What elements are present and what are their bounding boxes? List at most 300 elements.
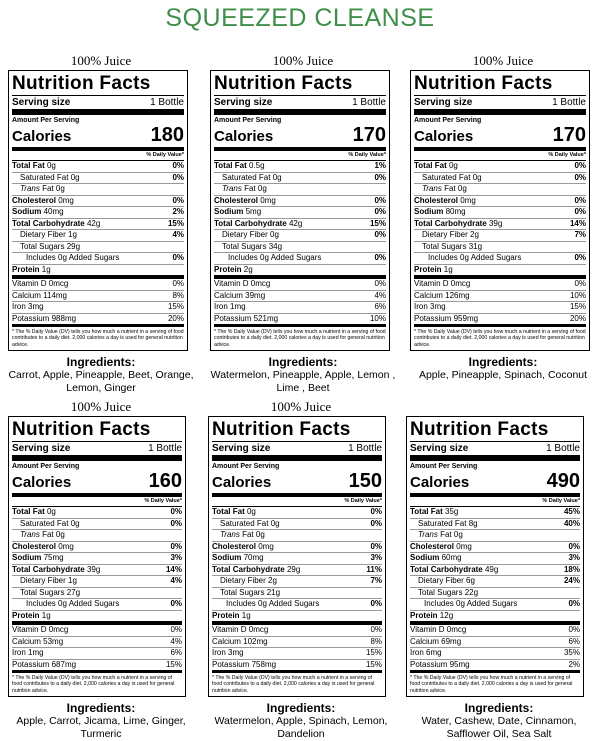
total-sugars-value: 22g — [464, 587, 479, 597]
daily-value-footnote: * The % Daily Value (DV) tells you how much a nutrient in a serving of food contributes to a daily diet. 2,000 calories a day is used for general nutrition advice. — [212, 675, 375, 694]
dietary-fiber-label: Dietary Fiber — [418, 576, 464, 585]
sodium-row — [214, 207, 386, 219]
total-carbohydrate-value: 39g — [86, 564, 101, 574]
calcium-value: 126mg — [445, 290, 470, 300]
potassium-dv: 10% — [369, 313, 386, 323]
added-sugars-dv: 0% — [568, 599, 580, 608]
calcium-label: Calcium — [12, 636, 41, 646]
total-sugars-row — [414, 242, 586, 254]
calories-value: 170 — [352, 124, 386, 146]
sodium-label: Sodium — [12, 553, 42, 562]
potassium-value: 687mg — [51, 659, 77, 669]
daily-value-header: % Daily Value* — [12, 497, 182, 507]
vitamin-d-label: Vitamin D — [414, 279, 449, 288]
sodium-value: 80mg — [445, 207, 466, 216]
sodium-dv: 2% — [172, 207, 184, 216]
potassium-label: Potassium — [410, 659, 448, 669]
sodium-value: 60mg — [441, 553, 462, 562]
protein-row — [12, 265, 184, 280]
total-fat-label: Total Fat — [12, 507, 45, 516]
added-sugars-label: Added Sugars — [268, 599, 320, 608]
potassium-label: Potassium — [12, 659, 50, 669]
serving-size-value: 1 Bottle — [552, 97, 586, 108]
sodium-row — [212, 553, 382, 565]
trans-fat-row — [410, 530, 580, 542]
total-carbohydrate-label: Total Carbohydrate — [12, 218, 85, 228]
cholesterol-row — [12, 542, 182, 554]
total-carbohydrate-dv: 18% — [563, 564, 580, 574]
potassium-value: 988mg — [51, 313, 77, 323]
protein-label: Protein — [12, 610, 40, 620]
calories-value: 180 — [150, 124, 184, 146]
added-sugars-row — [212, 599, 382, 611]
iron-row — [12, 648, 182, 660]
total-carbohydrate-dv: 14% — [569, 218, 586, 228]
nutrition-facts-panel — [8, 416, 186, 697]
added-sugars-value: 0g — [460, 253, 469, 262]
saturated-fat-value: 0g — [270, 518, 280, 528]
saturated-fat-row — [12, 519, 182, 531]
trans-fat-label: Fat — [244, 184, 256, 193]
total-fat-value: 0g — [246, 507, 256, 516]
dietary-fiber-value: 1g — [68, 576, 77, 585]
saturated-fat-dv: 0% — [370, 518, 382, 528]
protein-row — [414, 265, 586, 280]
protein-value: 1g — [41, 264, 51, 274]
total-fat-dv: 0% — [370, 507, 382, 516]
total-carbohydrate-label: Total Carbohydrate — [12, 564, 85, 574]
calories-row — [12, 471, 182, 497]
nutrition-card — [8, 399, 194, 741]
protein-row — [410, 611, 580, 626]
total-carbohydrate-value: 42g — [86, 218, 101, 228]
nutrition-facts-panel — [406, 416, 584, 697]
total-sugars-label: Total Sugars — [418, 587, 463, 597]
iron-dv: 35% — [563, 648, 580, 657]
nutrition-facts-title: Nutrition Facts — [410, 419, 580, 442]
saturated-fat-label: Saturated Fat — [20, 172, 69, 182]
potassium-dv: 2% — [568, 659, 580, 669]
daily-value-footnote: * The % Daily Value (DV) tells you how much a nutrient in a serving of food contributes to a daily diet. 2,000 calories a day is used for general nutrition advice. — [12, 675, 175, 694]
total-fat-row — [12, 161, 184, 173]
total-sugars-label: Total Sugars — [222, 241, 267, 251]
trans-fat-row — [414, 184, 586, 196]
cholesterol-label: Cholesterol — [410, 541, 455, 551]
total-carbohydrate-label: Total Carbohydrate — [214, 218, 287, 228]
serving-size-value: 1 Bottle — [546, 443, 580, 454]
serving-size-value: 1 Bottle — [348, 443, 382, 454]
potassium-row — [414, 314, 586, 328]
iron-row — [410, 648, 580, 660]
protein-row — [12, 611, 182, 626]
nutrition-card — [210, 53, 396, 395]
iron-label: Iron — [410, 648, 424, 657]
serving-size-value: 1 Bottle — [352, 97, 386, 108]
cholesterol-value: 0mg — [460, 195, 476, 205]
total-carbohydrate-row — [414, 219, 586, 231]
protein-label: Protein — [214, 264, 242, 274]
dietary-fiber-row — [12, 576, 182, 588]
dietary-fiber-dv: 0% — [374, 230, 386, 239]
iron-row — [214, 302, 386, 314]
cholesterol-dv: 0% — [170, 541, 182, 551]
saturated-fat-dv: 0% — [170, 518, 182, 528]
added-sugars-dv: 0% — [374, 253, 386, 262]
vitamin-d-row — [414, 279, 586, 291]
iron-dv: 6% — [170, 648, 182, 657]
potassium-label: Potassium — [214, 313, 252, 323]
sodium-dv: 3% — [370, 553, 382, 562]
trans-label: Trans — [20, 530, 40, 539]
total-carbohydrate-row — [410, 565, 580, 577]
calories-row — [410, 471, 580, 497]
vitamin-d-dv: 0% — [374, 279, 386, 288]
nutrition-facts-panel — [410, 70, 590, 351]
calories-value: 150 — [348, 470, 382, 492]
saturated-fat-dv: 0% — [172, 172, 184, 182]
dietary-fiber-dv: 4% — [170, 576, 182, 585]
trans-fat-row — [12, 184, 184, 196]
vitamin-d-value: 0mcg — [48, 279, 69, 288]
ingredients-heading: Ingredients: — [66, 700, 136, 715]
calcium-label: Calcium — [12, 290, 41, 300]
iron-value: 1mg — [230, 302, 246, 311]
potassium-label: Potassium — [212, 659, 250, 669]
nutrition-facts-title: Nutrition Facts — [12, 73, 184, 96]
nutrition-card — [410, 53, 596, 382]
calories-label: Calories — [414, 128, 474, 145]
saturated-fat-label: Saturated Fat — [20, 518, 69, 528]
sodium-value: 5mg — [245, 207, 262, 216]
potassium-value: 758mg — [251, 659, 277, 669]
added-sugars-value: 0g — [260, 253, 269, 262]
cholesterol-dv: 0% — [374, 195, 386, 205]
saturated-fat-value: 0g — [272, 172, 282, 182]
calcium-value: 114mg — [43, 290, 68, 300]
potassium-row — [12, 314, 184, 328]
added-sugars-row — [12, 253, 184, 265]
trans-label: Trans — [222, 184, 242, 193]
dietary-fiber-value: 0g — [270, 230, 279, 239]
total-sugars-label: Total Sugars — [422, 241, 467, 251]
saturated-fat-label: Saturated Fat — [422, 172, 471, 182]
cholesterol-value: 0mg — [58, 195, 74, 205]
total-sugars-row — [212, 588, 382, 600]
added-sugars-label: Added Sugars — [470, 253, 522, 262]
ingredients-text: Watermelon, Apple, Spinach, Lemon, Dandelion — [214, 714, 388, 740]
vitamin-d-dv: 0% — [574, 279, 586, 288]
sodium-row — [410, 553, 580, 565]
total-fat-value: 0g — [46, 161, 56, 170]
total-carbohydrate-row — [12, 219, 184, 231]
total-fat-value: 0.5g — [248, 161, 265, 170]
vitamin-d-row — [12, 279, 184, 291]
cholesterol-dv: 0% — [568, 541, 580, 551]
dietary-fiber-dv: 4% — [172, 230, 184, 239]
total-sugars-value: 27g — [66, 587, 81, 597]
daily-value-footnote: * The % Daily Value (DV) tells you how much a nutrient in a serving of food contributes to a daily diet. 2,000 calories a day is used for general nutrition advice. — [410, 675, 573, 694]
added-sugars-value: 0g — [456, 599, 465, 608]
added-sugars-row — [214, 253, 386, 265]
total-carbohydrate-value: 49g — [484, 564, 499, 574]
calcium-dv: 10% — [569, 290, 586, 300]
iron-value: 3mg — [28, 302, 44, 311]
daily-value-header: % Daily Value* — [12, 151, 184, 161]
total-fat-label: Total Fat — [414, 161, 447, 170]
ingredients-text: Watermelon, Pineapple, Apple, Lemon , Lime , Beet — [210, 368, 396, 394]
added-sugars-includes: Includes — [226, 599, 256, 608]
added-sugars-value: 0g — [58, 599, 67, 608]
serving-size-row — [12, 96, 184, 115]
sodium-value: 40mg — [43, 207, 64, 216]
dietary-fiber-label: Dietary Fiber — [220, 576, 266, 585]
saturated-fat-label: Saturated Fat — [220, 518, 269, 528]
calories-label: Calories — [212, 474, 272, 491]
potassium-row — [214, 314, 386, 328]
potassium-dv: 20% — [569, 313, 586, 323]
nutrition-facts-title: Nutrition Facts — [12, 419, 182, 442]
sodium-label: Sodium — [212, 553, 242, 562]
calcium-value: 53mg — [43, 636, 64, 646]
dietary-fiber-value: 2g — [268, 576, 277, 585]
total-sugars-row — [214, 242, 386, 254]
protein-label: Protein — [12, 264, 40, 274]
iron-dv: 6% — [374, 302, 386, 311]
amount-per-serving: Amount Per Serving — [414, 117, 482, 124]
cholesterol-row — [410, 542, 580, 554]
serving-size-label: Serving size — [212, 443, 271, 454]
calories-row — [212, 471, 382, 497]
total-sugars-label: Total Sugars — [20, 241, 65, 251]
calcium-dv: 4% — [170, 636, 182, 646]
juice-label: 100% Juice — [270, 399, 332, 414]
saturated-fat-row — [12, 173, 184, 185]
protein-label: Protein — [410, 610, 438, 620]
serving-size-row — [212, 442, 382, 461]
vitamin-d-label: Vitamin D — [214, 279, 249, 288]
calories-label: Calories — [410, 474, 470, 491]
potassium-dv: 15% — [165, 659, 182, 669]
calories-label: Calories — [12, 128, 72, 145]
saturated-fat-label: Saturated Fat — [222, 172, 271, 182]
dietary-fiber-row — [414, 230, 586, 242]
trans-fat-value: 0g — [457, 184, 467, 193]
trans-label: Trans — [418, 530, 438, 539]
total-fat-label: Total Fat — [410, 507, 443, 516]
iron-value: 3mg — [430, 302, 446, 311]
potassium-dv: 20% — [167, 313, 184, 323]
juice-label: 100% Juice — [70, 399, 132, 414]
daily-value-footnote: * The % Daily Value (DV) tells you how much a nutrient in a serving of food contributes to a daily diet. 2,000 calories a day is used for general nutrition advice. — [414, 329, 586, 348]
calories-value: 490 — [546, 470, 580, 492]
added-sugars-includes: Includes — [26, 599, 56, 608]
daily-value-header: % Daily Value* — [414, 151, 586, 161]
added-sugars-label: Added Sugars — [466, 599, 518, 608]
iron-row — [212, 648, 382, 660]
total-fat-value: 0g — [46, 507, 56, 516]
vitamin-d-dv: 0% — [568, 625, 580, 634]
ingredients-heading: Ingredients: — [468, 354, 538, 369]
juice-label: 100% Juice — [272, 53, 334, 68]
saturated-fat-value: 0g — [472, 172, 482, 182]
calories-row — [414, 125, 586, 151]
dietary-fiber-label: Dietary Fiber — [222, 230, 268, 239]
calcium-row — [410, 637, 580, 649]
calcium-dv: 6% — [568, 636, 580, 646]
cholesterol-dv: 0% — [574, 195, 586, 205]
iron-label: Iron — [12, 302, 26, 311]
calories-row — [214, 125, 386, 151]
dietary-fiber-dv: 7% — [370, 576, 382, 585]
nutrition-facts-title: Nutrition Facts — [214, 73, 386, 96]
calcium-label: Calcium — [212, 636, 241, 646]
calcium-dv: 4% — [374, 290, 386, 300]
cholesterol-row — [214, 196, 386, 208]
total-sugars-value: 34g — [268, 241, 283, 251]
cholesterol-label: Cholesterol — [12, 541, 57, 551]
potassium-label: Potassium — [12, 313, 50, 323]
saturated-fat-row — [212, 519, 382, 531]
calcium-row — [12, 291, 184, 303]
sodium-row — [414, 207, 586, 219]
ingredients-text: Water, Cashew, Date, Cinnamon, Safflower Oil, Sea Salt — [421, 714, 577, 740]
trans-label: Trans — [20, 184, 40, 193]
vitamin-d-value: 0mcg — [248, 625, 269, 634]
added-sugars-label: Added Sugars — [68, 599, 120, 608]
total-fat-dv: 45% — [563, 507, 580, 516]
dietary-fiber-value: 6g — [466, 576, 475, 585]
total-carbohydrate-dv: 14% — [165, 564, 182, 574]
total-carbohydrate-label: Total Carbohydrate — [414, 218, 487, 228]
total-sugars-label: Total Sugars — [220, 587, 265, 597]
juice-label — [406, 399, 592, 414]
iron-row — [12, 302, 184, 314]
added-sugars-value: 0g — [58, 253, 67, 262]
trans-fat-label: Fat — [42, 184, 54, 193]
total-fat-label: Total Fat — [212, 507, 245, 516]
saturated-fat-value: 0g — [70, 518, 80, 528]
cholesterol-value: 0mg — [258, 541, 274, 551]
sodium-dv: 0% — [574, 207, 586, 216]
cholesterol-value: 0mg — [58, 541, 74, 551]
added-sugars-includes: Includes — [424, 599, 454, 608]
dietary-fiber-row — [212, 576, 382, 588]
total-carbohydrate-value: 39g — [488, 218, 503, 228]
total-carbohydrate-value: 42g — [288, 218, 303, 228]
calcium-value: 39mg — [245, 290, 266, 300]
trans-fat-value: 0g — [257, 184, 267, 193]
vitamin-d-label: Vitamin D — [212, 625, 247, 634]
total-carbohydrate-dv: 15% — [369, 218, 386, 228]
total-sugars-value: 29g — [66, 241, 81, 251]
trans-fat-value: 0g — [255, 530, 265, 539]
serving-size-label: Serving size — [12, 97, 71, 108]
nutrition-card — [406, 399, 592, 741]
vitamin-d-row — [212, 625, 382, 637]
serving-size-value: 1 Bottle — [150, 97, 184, 108]
protein-value: 2g — [243, 264, 253, 274]
total-carbohydrate-value: 29g — [286, 564, 301, 574]
potassium-row — [12, 660, 182, 674]
added-sugars-dv: 0% — [370, 599, 382, 608]
cholesterol-label: Cholesterol — [12, 195, 57, 205]
dietary-fiber-label: Dietary Fiber — [20, 576, 66, 585]
amount-per-serving: Amount Per Serving — [214, 117, 282, 124]
calcium-value: 102mg — [243, 636, 268, 646]
potassium-dv: 15% — [365, 659, 382, 669]
total-carbohydrate-label: Total Carbohydrate — [410, 564, 483, 574]
sodium-value: 75mg — [43, 553, 64, 562]
sodium-label: Sodium — [12, 207, 42, 216]
total-carbohydrate-dv: 15% — [167, 218, 184, 228]
iron-dv: 15% — [365, 648, 382, 657]
ingredients-heading: Ingredients: — [66, 354, 136, 369]
total-fat-label: Total Fat — [214, 161, 247, 170]
total-fat-row — [214, 161, 386, 173]
calories-value: 170 — [552, 124, 586, 146]
vitamin-d-dv: 0% — [170, 625, 182, 634]
total-sugars-row — [12, 588, 182, 600]
protein-value: 1g — [443, 264, 453, 274]
sodium-label: Sodium — [214, 207, 244, 216]
cholesterol-row — [212, 542, 382, 554]
potassium-value: 521mg — [253, 313, 279, 323]
cholesterol-row — [414, 196, 586, 208]
calcium-label: Calcium — [410, 636, 439, 646]
sodium-dv: 3% — [568, 553, 580, 562]
iron-label: Iron — [12, 648, 26, 657]
total-carbohydrate-row — [212, 565, 382, 577]
total-carbohydrate-row — [214, 219, 386, 231]
total-fat-row — [212, 507, 382, 519]
iron-dv: 15% — [167, 302, 184, 311]
total-carbohydrate-dv: 11% — [366, 564, 382, 574]
saturated-fat-dv: 0% — [374, 172, 386, 182]
dietary-fiber-value: 2g — [470, 230, 479, 239]
nutrition-facts-panel — [210, 70, 390, 351]
cholesterol-label: Cholesterol — [214, 195, 259, 205]
ingredients-heading: Ingredients: — [268, 354, 338, 369]
trans-fat-value: 0g — [55, 184, 65, 193]
ingredients-heading: Ingredients: — [266, 700, 336, 715]
calories-label: Calories — [214, 128, 274, 145]
trans-fat-value: 0g — [453, 530, 463, 539]
daily-value-header: % Daily Value* — [410, 497, 580, 507]
dietary-fiber-label: Dietary Fiber — [422, 230, 468, 239]
potassium-value: 95mg — [449, 659, 470, 669]
amount-per-serving: Amount Per Serving — [12, 117, 80, 124]
total-sugars-row — [410, 588, 580, 600]
serving-size-row — [410, 442, 580, 461]
daily-value-footnote: * The % Daily Value (DV) tells you how much a nutrient in a serving of food contributes to a daily diet. 2,000 calories a day is used for general nutrition advice. — [12, 329, 184, 348]
iron-row — [414, 302, 586, 314]
protein-value: 12g — [439, 610, 454, 620]
vitamin-d-value: 0mcg — [450, 279, 471, 288]
cholesterol-value: 0mg — [456, 541, 472, 551]
amount-per-serving: Amount Per Serving — [12, 463, 80, 470]
trans-label: Trans — [422, 184, 442, 193]
total-carbohydrate-label: Total Carbohydrate — [212, 564, 285, 574]
protein-row — [214, 265, 386, 280]
total-sugars-value: 31g — [468, 241, 483, 251]
iron-value: 1mg — [28, 648, 44, 657]
sodium-dv: 3% — [170, 553, 182, 562]
saturated-fat-row — [414, 173, 586, 185]
saturated-fat-label: Saturated Fat — [418, 518, 467, 528]
vitamin-d-value: 0mcg — [250, 279, 271, 288]
cholesterol-value: 0mg — [260, 195, 276, 205]
nutrition-facts-panel — [8, 70, 188, 351]
